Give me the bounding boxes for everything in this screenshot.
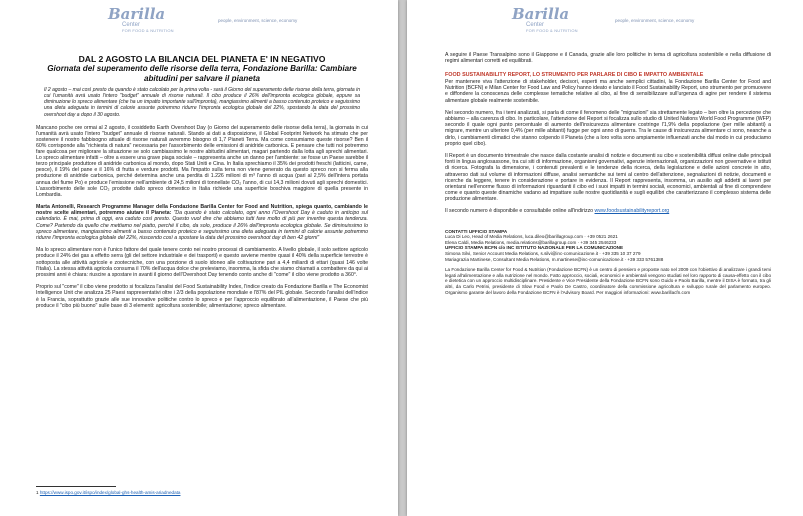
paragraph-4: Proprio sul "come" il cibo viene prodotto si focalizza l'analisi del Food Sustainability Index, l'indice creato da Fondazione Barilla e The Economist Intelligence Unit che analizza 25 Paesi rappresentativi oltre i 2/3 della popolazione mondiale e l'87% del PIL globale. Secondo l'analisi dell'indice è la Francia, soprattutto grazie alle sue innovative politiche contro lo spreco e per l'approccio equilibrato all'alimentazione, il Paese che più produce il "cibo più buono" sulle base di 3 elementi: agricoltura sostenibile; alimentazione; spreco alimentare. — [36, 284, 368, 309]
footnote — [36, 490, 180, 495]
logo-sub2: FOR FOOD & NUTRITION — [122, 28, 174, 33]
contacts-heading-2: UFFICIO STAMPA BCFN c/o INC ISTITUTO NAZIONALE PER LA COMUNICAZIONE — [445, 245, 624, 251]
header-tagline: people, environment, science, economy — [218, 18, 298, 23]
paragraph-2-quote: "Da quando è stato calcolato, ogni anno l'Overshoot Day è caduto in anticipo sul calendario. È mai, prima di oggi, era caduto così presto. Questo vuol dire che abbiamo tutti fare molto di più per invertire questa tendenza. Come? Partendo da quello che mettiamo nel piatto, perché il cibo, da solo, produce il 26% dell'impronta ecologica globale. Se diminuissimo lo spreco alimentare, mangiassimo alimenti a basso contenuto proteico e seguissimo una dieta adeguata in termini di calorie assunte potremmo ridurre l'impronta ecologica globale del 22%, riuscendo così a spostare la data del prossimo overshoot day di ben 42 giorni" — [36, 210, 368, 241]
contact-row-2: Elena Caldi, Media Relations, media.relations@barillagroup.com · +39 345 2546233 — [445, 239, 617, 245]
footnote-link[interactable]: https://www.ispo.gov.it/ispo/index/global-ghs-health-amis-ariadnedata — [39, 490, 181, 495]
logo-wordmark: Barilla — [512, 5, 570, 23]
report-link[interactable]: www.foodsustainabilityreport.org — [594, 208, 670, 215]
contacts-heading-1: CONTATTI UFFICIO STAMPA — [445, 228, 508, 234]
report-availability-text: Il secondo numero è disponibile e consultabile online all'indirizzo — [445, 208, 594, 215]
press-contacts — [445, 229, 771, 296]
paragraph-1: Mancano poche ore ormai al 2 agosto, il cosiddetto Earth Overshoot Day (o Giorno del superamento delle risorse della terra), la giornata in cui l'umanità avrà usato l'intero "budget" annuale di risorse naturali. Stando ai dati a disposizione, il Global Footprint Network ha stimato che per sostenere il nostro fabbisogno attuale di risorse naturali avremmo bisogno di 1,7 Pianeti Terra. Ma come consumiamo queste risorse? Ben il 60% corrisponde alla "richiesta di natura" necessaria per l'assorbimento delle emissioni di anidride carbonica. E pensare che tutti noi potremmo fare qualcosa per migliorare la situazione se solo cambiassimo le nostre abitudini alimentari, magari partendo dalla lotta agli sprechi alimentari. Lo spreco alimentare infatti – oltre a essere una grave piaga sociale – rappresenta anche un danno per l'ambiente: se fosse un Paese sarebbe il terzo principale produttore di anidride carbonica al mondo, dopo Stati Uniti e Cina. In Italia sprechiamo il 35% dei prodotti freschi (latticini, carne, pesce), il 19% del pane e il 16% di frutta e verdure prodotti. Ma l'impatto sulla terra non viene generato da questo spreco non si ferma alla produzione di anidride carbonica, perché determina anche una perdita di 1.226 milioni di m³ l'anno di acqua (pari al 2,5% dell'intera portata annua del fiume Po) e produce l'emissione nell'ambiente di 24,5 milioni di tonnellate CO₂ l'anno, di cui 14,3 milioni dovuti agli sprechi domestici. L'assorbimento delle sole CO₂ prodotte dallo spreco domestico in Italia richiede una superficie boschiva maggiore di quella presente in Lombardia. — [36, 124, 368, 198]
contact-row-3: Simona Silvi, Senior Account Media Relations, s.silvi@inc-comunicazione.it · +39 335 10 37 279 — [445, 250, 641, 256]
contact-row-1: Luca Di Leo, Head of Media Relations, luca.dileo@barillagroup.com · +39 0521 2621 — [445, 234, 618, 240]
section-paragraph-3: Il Report è un documento trimestrale che nasce dalla costante analisi di notizie e documenti su cibo e sostenibilità diffusi online dalle principali fonti in lingua anglosassone, tra cui siti di informazione, organismi governativi, agenzie internazionali, organizzazioni non governative e istituti di ricerca. Fotografa la dimensione, i contenuti prevalenti e le tendenze della ricerca, della legislazione e delle azioni concrete in atto, attraverso dati sul volume di informazioni diffuse, analisi semantiche sui temi al centro dell'attenzione, segnalazioni di notizie, documenti e ricerche da leggere, tenere in considerazione e portare in evidenza. Il Report rappresenta, insomma, un ausilio agli addetti ai lavori per orientarsi nell'enorme flusso di informazioni riguardanti il cibo ed i suoi impatti in termini sociali, economici, ambientali al fine di comprendere come e quanto queste dinamiche vadano ad impattare sulle nostre quotidianità e sugli equilibri che caratterizzano il complesso sistema delle produzione alimentare. — [445, 153, 771, 202]
logo-sub: Center — [122, 22, 141, 28]
foundation-boilerplate: La Fondazione Barilla Center for Food & Nutrition (Fondazione BCFN) è un centro di pensiero e proposte nato nel 2009 con l'obiettivo di analizzare i grandi temi legati all'alimentazione e alla nutrizione nel mondo. Fatto approccio, sociali, economici e ambientali vengono studiati nel loro rapporto di causa-effetto con il cibo e dietetica con un approccio multidisciplinare. Presidente e Vice Presidente della Fondazione BCFN sono Guido e Paolo Barilla, mentre il DISA è formato, tra gli altri, da Carlo Petrini, presidente di Slow Food e Paolo De Castro, coordinatore della commissione agricoltura e sviluppo rurale del parlamento europeo. Organismo garante del lavoro della Fondazione BCFN è l'Advisory Board. Per maggiori informazioni: www.barillacfn.com — [445, 267, 771, 295]
abstract: Il 2 agosto – mai così presto da quando è stato calcolato per la prima volta - sarà il Giorno del superamento delle risorse della terra, giornata in cui l'umanità avrà usato l'intero "budget" annuale di risorse naturali. Il cibo produce il 26% dell'impronta ecologica globale, eppure sa diminuzione lo spreco alimentare (che ha un impatto importante sull'impronta), mangiassimo alimenti a basso contenuto proteico e seguissimo una dieta adeguata in termini di calorie assunte potremmo ridurre l'impronta ecologica globale del 22%, spostando la data del prossimo overshoot day a dopo il 30 agosto. — [44, 87, 360, 118]
section-paragraph-1: Per mantenere viva l'attenzione di stakeholder, decisori, esperti ma anche semplici cittadini, la Fondazione Barilla Center for Food and Nutrition (BCFN) e Milan Center for Food Law and Policy hanno ideato e lanciato il Food Sustainability Report, uno strumento per promuovere e diffondere la conoscenza delle complesse tematiche relative al cibo, al fine di sensibilizzare sull'urgenza di agire per rendere il sistema alimentare globale realmente sostenibile. — [445, 79, 771, 104]
intro-paragraph: A seguire il Paese Transalpino sono il Giappone e il Canada, grazie alle loro politiche in tema di agricoltura sostenibile e nella diffusione di regimi alimentari corretti ed equilibrati. — [445, 52, 771, 65]
footnote-number: 1 — [36, 490, 39, 495]
logo-sub2: FOR FOOD & NUTRITION — [526, 28, 578, 33]
footnote-divider — [36, 486, 116, 487]
page-2-body — [445, 52, 771, 295]
contact-row-4: Mariagrazia Martinese, Consultant Media Relations, m.martinese@inc-comunicazione.it · +39 333 5761388 — [445, 256, 664, 262]
barilla-center-logo-2 — [512, 7, 578, 33]
page-1-body — [36, 54, 368, 315]
paragraph-2 — [36, 204, 368, 241]
header-tagline: people, environment, science, economy — [615, 18, 695, 23]
document-page-1 — [0, 0, 398, 516]
press-release-title: DAL 2 AGOSTO LA BILANCIA DEL PIANETA E' IN NEGATIVO — [78, 54, 326, 64]
logo-wordmark: Barilla — [108, 5, 166, 23]
press-release-subtitle: Giornata del superamento delle risorse della terra, Fondazione Barilla: Cambiare abitudini per salvare il pianeta — [47, 64, 357, 83]
section-paragraph-4 — [445, 208, 771, 214]
logo-sub: Center — [526, 22, 545, 28]
section-paragraph-2: Nel secondo numero, fra i temi analizzati, si parla di come il fenomeno delle "migrazioni" sia strettamente legato – ben oltre la percezione che abbiamo – alla carenza di cibo. In particolare, l'attenzione del Report si focalizza sullo studio di United Nations World Food Programme (WFP) secondo il quale ogni punto percentuale di aumento dell'insicurezza alimentare costringe l'1,9% della popolazione (per mille abitanti) a migrare, mentre un ulteriore 0,4% (per mille abitanti) fugge per ogni anno di guerra. Tra le cause di insicurezza alimentare ci sono, neanche a dirlo, i cambiamenti climatici che stanno colpendo il Pianeta (che a loro volta sono ampiamente influenzati anche dal modo in cui produciamo proprio quel cibo). — [445, 110, 771, 147]
paragraph-3: Ma lo spreco alimentare non è l'unico fattore del quale tenere conto nei nostro processi di cambiamento. A livello globale, il solo settore agricolo produce il 24% dei gas a effetto serra (gli del settore industriale e dei trasporti) e questo avviene mentre quasi il 40% della superficie terrestre è sottoposta alle attività agricole e zootecniche, con una porzione di suolo idoneo alle coltivazione pari a 4,4 miliardi di ettari (quasi 146 volte l'Italia). La stessa attività agricola consuma il 70% dell'acqua dolce che preleviamo, insomma, la sfida che siamo chiamati a combattere da qui ai prossimi anni è chiara: riuscire a spostare in avanti il giorno dell'Overshoot Day tenendo conto anche di "come" il cibo viene prodotto a 360°. — [36, 247, 368, 278]
paragraph-2-lead: Marta Antonelli, Research Programme Manager della Fondazione Barilla Center for Food and Nutrition, spiega quanto, cambiando le nostre scelte alimentari, potremmo aiutare il Pianeta: — [36, 204, 368, 217]
section-heading: FOOD SUSTAINABILITY REPORT, LO STRUMENTO PER PARLARE DI CIBO E IMPATTO AMBIENTALE — [445, 72, 704, 79]
barilla-center-logo — [108, 7, 174, 33]
document-page-2 — [407, 0, 803, 516]
